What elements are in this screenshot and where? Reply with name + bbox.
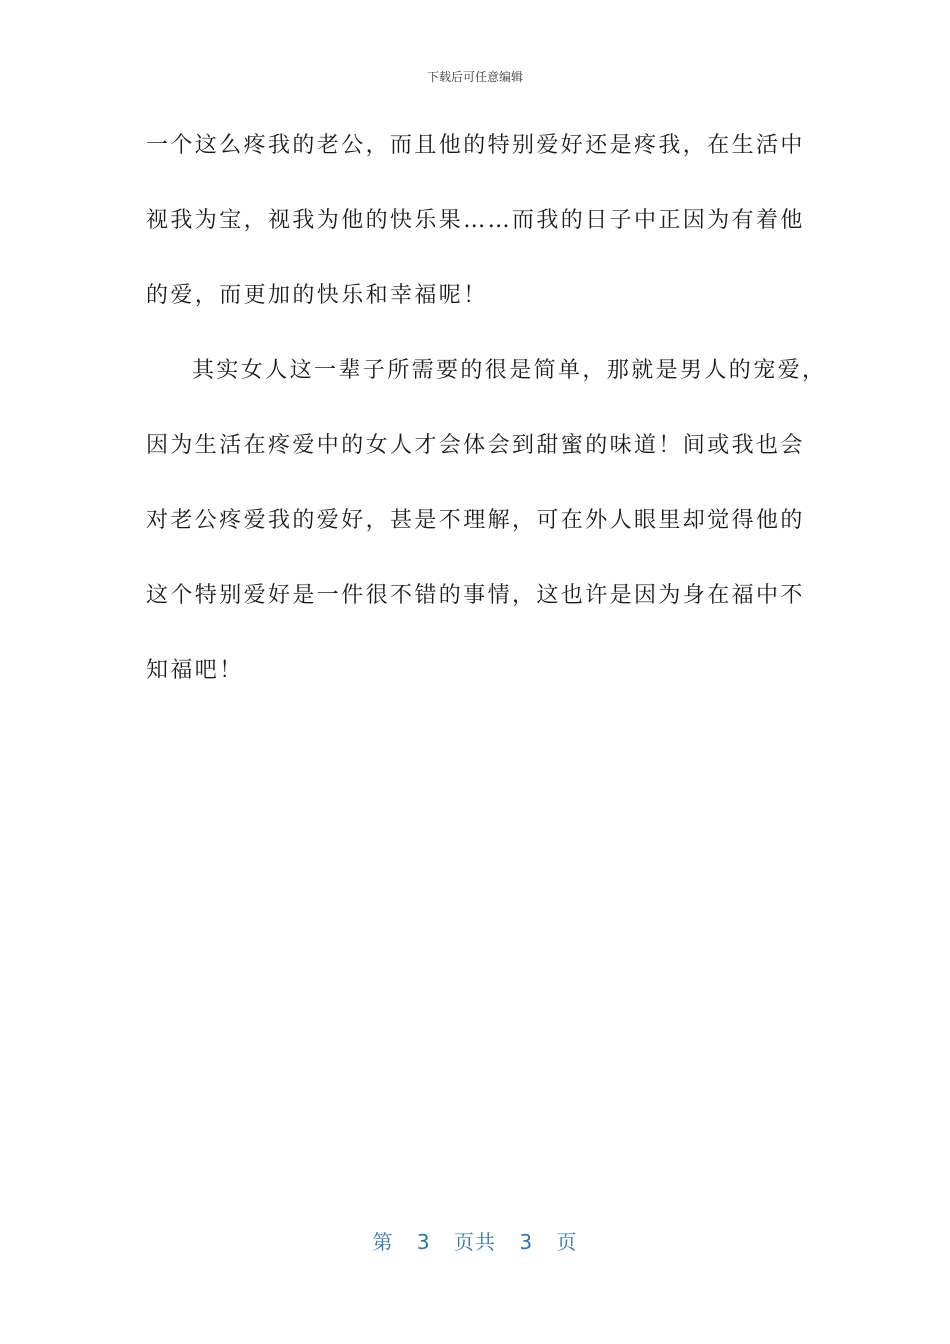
paragraph-2-line-1: 其实女人这一辈子所需要的很是简单，那就是男人的宠爱，: [192, 358, 827, 383]
paragraph-1-line-3: 的爱，而更加的快乐和幸福呢！: [146, 283, 488, 308]
header-note: 下载后可任意编辑: [426, 70, 523, 84]
paragraph-2-line-3: 对老公疼爱我的爱好，甚是不理解，可在外人眼里却觉得他的: [146, 508, 805, 533]
paragraph-1-line-1: 一个这么疼我的老公，而且他的特别爱好还是疼我，在生活中: [146, 133, 805, 158]
footer-page-suffix: 页: [556, 1230, 578, 1254]
page-footer: [0, 1226, 950, 1255]
footer-current-page: 3: [416, 1230, 431, 1254]
paragraph-2-line-4: 这个特别爱好是一件很不错的事情，这也许是因为身在福中不: [146, 583, 805, 608]
footer-page-word: 第: [372, 1230, 394, 1254]
footer-total-prefix: 页共: [454, 1230, 496, 1254]
footer-total-pages: 3: [519, 1230, 534, 1254]
paragraph-2-line-5: 知福吧！: [146, 658, 244, 683]
paragraph-2-line-2: 因为生活在疼爱中的女人才会体会到甜蜜的味道！间或我也会: [146, 433, 805, 458]
document-body: [146, 118, 827, 718]
paragraph-1-line-2: 视我为宝，视我为他的快乐果……而我的日子中正因为有着他: [146, 208, 805, 233]
